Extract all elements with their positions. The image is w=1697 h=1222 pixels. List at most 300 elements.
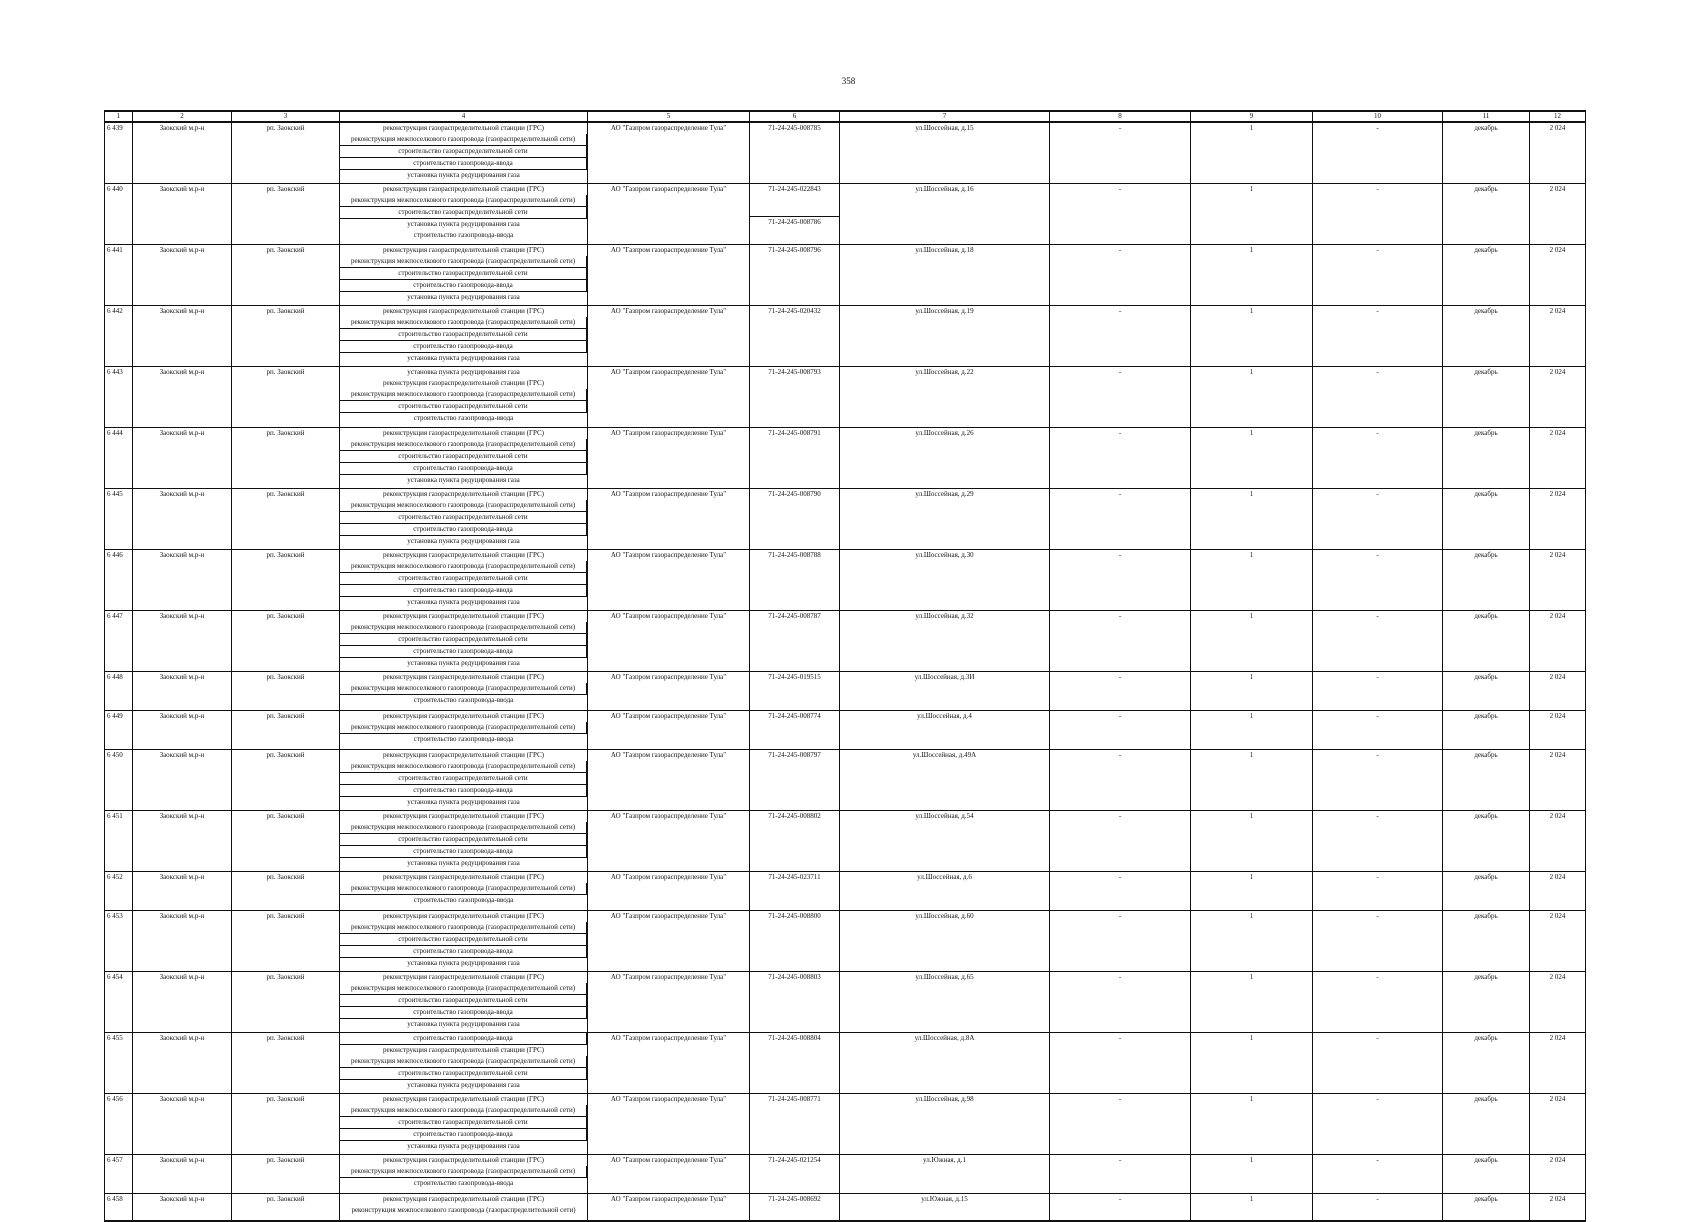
address: ул.Шоссейная, д.65 [840,971,1050,1032]
district: Заокский м.р-н [133,610,232,671]
works-cell [340,610,588,671]
table-row [105,488,1586,549]
address: ул.Шоссейная, д.30 [840,549,1050,610]
col10-value: - [1313,871,1443,910]
settlement: рп. Заокский [232,366,340,427]
works-cell [340,710,588,749]
col10-value: - [1313,244,1443,305]
work-item: строительство газопровода-ввода [340,1007,587,1019]
row-number: 6 456 [105,1093,133,1154]
col10-value: - [1313,122,1443,183]
work-item: установка пункта редуцирования газа [407,292,520,301]
settlement: рп. Заокский [232,871,340,910]
col8-value: - [1050,810,1191,871]
district: Заокский м.р-н [133,244,232,305]
work-item: реконструкция межпоселкового газопровода (газораспределительной сети) [340,317,587,329]
work-item: реконструкция газораспределительной станции (ГРС) [382,750,545,759]
object-code-value: 71-24-245-008796 [768,245,821,254]
work-item: реконструкция газораспределительной станции (ГРС) [382,811,545,820]
object-code [750,488,840,549]
work-item: строительство газораспределительной сети [340,207,587,219]
address: ул.Шоссейная, д.54 [840,810,1050,871]
column-header: 2 [133,111,232,122]
district: Заокский м.р-н [133,1154,232,1193]
work-item: реконструкция межпоселкового газопровода (газораспределительной сети) [340,500,587,512]
district: Заокский м.р-н [133,366,232,427]
col8-value: - [1050,122,1191,183]
page-number: 358 [841,76,856,86]
work-item: строительство газопровода-ввода [413,695,514,704]
work-item: реконструкция межпоселкового газопровода (газораспределительной сети) [340,1166,587,1178]
object-code [750,305,840,366]
row-number: 6 457 [105,1154,133,1193]
completion-month: декабрь [1443,244,1530,305]
completion-year: 2 024 [1530,810,1586,871]
district: Заокский м.р-н [133,427,232,488]
completion-year: 2 024 [1530,971,1586,1032]
object-code-value: 71-24-245-022843 [768,184,821,193]
settlement: рп. Заокский [232,244,340,305]
col8-value: - [1050,1032,1191,1093]
address: ул.Южная, д.1 [840,1154,1050,1193]
district: Заокский м.р-н [133,871,232,910]
column-header: 10 [1313,111,1443,122]
settlement: рп. Заокский [232,1154,340,1193]
work-item: строительство газопровода-ввода [340,785,587,797]
row-number: 6 442 [105,305,133,366]
row-number: 6 449 [105,710,133,749]
works-cell [340,122,588,183]
work-item: строительство газораспределительной сети [340,995,587,1007]
organization: АО "Газпром газораспределение Тула" [588,1154,750,1193]
object-code-value: 71-24-245-008788 [768,550,821,559]
work-item: строительство газораспределительной сети [340,512,587,524]
col8-value: - [1050,671,1191,710]
object-list-table [104,110,1586,1222]
column-header: 7 [840,111,1050,122]
row-number: 6 448 [105,671,133,710]
work-item: реконструкция межпоселкового газопровода (газораспределительной сети) [340,389,587,401]
completion-year: 2 024 [1530,305,1586,366]
object-code-value: 71-24-245-008692 [768,1194,821,1203]
works-cell [340,488,588,549]
object-code [750,810,840,871]
work-item: строительство газопровода-ввода [340,280,587,292]
col10-value: - [1313,610,1443,671]
organization: АО "Газпром газораспределение Тула" [588,910,750,971]
work-item: реконструкция межпоселкового газопровода (газораспределительной сети) [340,683,587,695]
col10-value: - [1313,183,1443,244]
work-item: реконструкция газораспределительной станции (ГРС) [382,611,545,620]
col9-value: 1 [1191,549,1313,610]
object-code [750,710,840,749]
work-item: строительство газопровода-ввода [340,846,587,858]
district: Заокский м.р-н [133,549,232,610]
work-item: реконструкция газораспределительной станции (ГРС) [382,1094,545,1103]
address: ул.Южная, д.15 [840,1193,1050,1221]
object-code-value: 71-24-245-008803 [768,972,821,981]
work-item: реконструкция межпоселкового газопровода (газораспределительной сети) [340,195,587,207]
organization: АО "Газпром газораспределение Тула" [588,610,750,671]
col9-value: 1 [1191,1193,1313,1221]
completion-year: 2 024 [1530,122,1586,183]
work-item: реконструкция газораспределительной станции (ГРС) [382,489,545,498]
work-item: установка пункта редуцирования газа [407,219,520,228]
completion-month: декабрь [1443,710,1530,749]
column-header: 12 [1530,111,1586,122]
col9-value: 1 [1191,610,1313,671]
work-item: строительство газопровода-ввода [340,1129,587,1141]
work-item: установка пункта редуцирования газа [407,797,520,806]
col8-value: - [1050,710,1191,749]
work-item: строительство газопровода-ввода [340,524,587,536]
completion-year: 2 024 [1530,1032,1586,1093]
completion-month: декабрь [1443,971,1530,1032]
work-item: строительство газораспределительной сети [340,834,587,846]
work-item: реконструкция межпоселкового газопровода (газораспределительной сети) [340,256,587,268]
completion-year: 2 024 [1530,1193,1586,1221]
row-number: 6 441 [105,244,133,305]
work-item: установка пункта редуцирования газа [407,171,520,179]
work-item: строительство газораспределительной сети [340,934,587,946]
completion-month: декабрь [1443,488,1530,549]
work-item: строительство газораспределительной сети [340,329,587,341]
object-code-value: 71-24-245-008771 [768,1094,821,1103]
settlement: рп. Заокский [232,1193,340,1221]
work-item: реконструкция газораспределительной станции (ГРС) [382,124,545,132]
district: Заокский м.р-н [133,910,232,971]
col10-value: - [1313,305,1443,366]
table-row [105,1093,1586,1154]
col9-value: 1 [1191,305,1313,366]
district: Заокский м.р-н [133,488,232,549]
works-cell [340,910,588,971]
settlement: рп. Заокский [232,488,340,549]
completion-year: 2 024 [1530,871,1586,910]
col9-value: 1 [1191,971,1313,1032]
completion-year: 2 024 [1530,710,1586,749]
organization: АО "Газпром газораспределение Тула" [588,549,750,610]
address: ул.Шоссейная, д.6 [840,871,1050,910]
col10-value: - [1313,710,1443,749]
work-item: строительство газораспределительной сети [340,573,587,585]
work-item: установка пункта редуцирования газа [407,1141,520,1150]
work-item: установка пункта редуцирования газа [407,367,520,376]
col9-value: 1 [1191,810,1313,871]
row-number: 6 444 [105,427,133,488]
work-item: установка пункта редуцирования газа [407,958,520,967]
settlement: рп. Заокский [232,971,340,1032]
object-code [750,427,840,488]
table-row [105,1032,1586,1093]
column-header: 1 [105,111,133,122]
completion-month: декабрь [1443,305,1530,366]
object-code [750,749,840,810]
row-number: 6 452 [105,871,133,910]
settlement: рп. Заокский [232,122,340,183]
object-code [750,871,840,910]
work-item: строительство газопровода-ввода [340,946,587,958]
col8-value: - [1050,1193,1191,1221]
district: Заокский м.р-н [133,1093,232,1154]
work-item: строительство газопровода-ввода [413,1178,514,1187]
col8-value: - [1050,549,1191,610]
completion-month: декабрь [1443,910,1530,971]
object-code-value: 71-24-245-008797 [768,750,821,759]
col8-value: - [1050,749,1191,810]
table-row [105,971,1586,1032]
work-item: реконструкция межпоселкового газопровода (газораспределительной сети) [340,134,587,146]
work-item: реконструкция межпоселкового газопровода (газораспределительной сети) [351,1205,576,1214]
col10-value: - [1313,366,1443,427]
col9-value: 1 [1191,488,1313,549]
completion-month: декабрь [1443,1032,1530,1093]
address: ул.Шоссейная, д.15 [840,122,1050,183]
work-item: установка пункта редуцирования газа [407,597,520,606]
settlement: рп. Заокский [232,910,340,971]
settlement: рп. Заокский [232,1093,340,1154]
col9-value: 1 [1191,749,1313,810]
address: ул.Шоссейная, д.22 [840,366,1050,427]
column-header: 11 [1443,111,1530,122]
object-code-value: 71-24-245-023711 [768,872,821,881]
col10-value: - [1313,1032,1443,1093]
table-body [105,122,1586,1221]
col10-value: - [1313,810,1443,871]
organization: АО "Газпром газораспределение Тула" [588,1093,750,1154]
organization: АО "Газпром газораспределение Тула" [588,710,750,749]
work-item: реконструкция газораспределительной станции (ГРС) [382,306,545,315]
column-header: 5 [588,111,750,122]
row-number: 6 439 [105,122,133,183]
work-item: реконструкция газораспределительной станции (ГРС) [382,872,545,881]
organization: АО "Газпром газораспределение Тула" [588,810,750,871]
row-number: 6 443 [105,366,133,427]
table-row [105,1154,1586,1193]
completion-year: 2 024 [1530,183,1586,244]
work-item: реконструкция газораспределительной станции (ГРС) [382,711,545,720]
address: ул.Шоссейная, д.8А [840,1032,1050,1093]
table-row [105,1193,1586,1221]
district: Заокский м.р-н [133,1032,232,1093]
col8-value: - [1050,305,1191,366]
works-cell [340,1032,588,1093]
address: ул.Шоссейная, д.18 [840,244,1050,305]
work-item: строительство газопровода-ввода [413,230,514,239]
object-code [750,122,840,183]
completion-year: 2 024 [1530,488,1586,549]
col10-value: - [1313,671,1443,710]
work-item: реконструкция межпоселкового газопровода (газораспределительной сети) [340,622,587,634]
object-code-value: 71-24-245-008790 [768,489,821,498]
completion-month: декабрь [1443,1093,1530,1154]
work-item: строительство газопровода-ввода [413,734,514,743]
object-code [750,971,840,1032]
work-item: строительство газораспределительной сети [340,451,587,463]
col10-value: - [1313,971,1443,1032]
work-item: реконструкция газораспределительной станции (ГРС) [382,428,545,437]
object-code-value: 71-24-245-008785 [768,124,821,132]
col10-value: - [1313,549,1443,610]
work-item: реконструкция газораспределительной станции (ГРС) [382,245,545,254]
work-item: установка пункта редуцирования газа [407,858,520,867]
works-cell [340,1093,588,1154]
table-row [105,305,1586,366]
organization: АО "Газпром газораспределение Тула" [588,749,750,810]
district: Заокский м.р-н [133,305,232,366]
col8-value: - [1050,971,1191,1032]
completion-year: 2 024 [1530,749,1586,810]
completion-year: 2 024 [1530,1093,1586,1154]
work-item: строительство газопровода-ввода [340,158,587,170]
district: Заокский м.р-н [133,671,232,710]
work-item: реконструкция межпоселкового газопровода (газораспределительной сети) [340,822,587,834]
work-item: строительство газораспределительной сети [340,1117,587,1129]
col10-value: - [1313,749,1443,810]
object-code [750,910,840,971]
organization: АО "Газпром газораспределение Тула" [588,305,750,366]
settlement: рп. Заокский [232,749,340,810]
col9-value: 1 [1191,710,1313,749]
work-item: строительство газопровода-ввода [413,413,514,422]
completion-month: декабрь [1443,810,1530,871]
object-code [750,1093,840,1154]
work-item: установка пункта редуцирования газа [407,1080,520,1089]
row-number: 6 450 [105,749,133,810]
col8-value: - [1050,183,1191,244]
work-item: реконструкция газораспределительной станции (ГРС) [382,378,545,387]
district: Заокский м.р-н [133,122,232,183]
works-cell [340,549,588,610]
works-cell [340,366,588,427]
object-code-value: 71-24-245-008774 [768,711,821,720]
completion-year: 2 024 [1530,549,1586,610]
object-code-value: 71-24-245-019515 [768,672,821,681]
completion-year: 2 024 [1530,427,1586,488]
object-code [750,1032,840,1093]
work-item: строительство газопровода-ввода [340,341,587,353]
district: Заокский м.р-н [133,710,232,749]
completion-month: декабрь [1443,610,1530,671]
work-item: реконструкция газораспределительной станции (ГРС) [382,184,545,193]
completion-year: 2 024 [1530,671,1586,710]
object-code-value: 71-24-245-008793 [768,367,821,376]
table-row [105,749,1586,810]
table-row [105,427,1586,488]
address: ул.Шоссейная, д.19 [840,305,1050,366]
col9-value: 1 [1191,1154,1313,1193]
address: ул.Шоссейная, д.16 [840,183,1050,244]
organization: АО "Газпром газораспределение Тула" [588,244,750,305]
table-row [105,122,1586,183]
completion-year: 2 024 [1530,244,1586,305]
work-item: реконструкция межпоселкового газопровода (газораспределительной сети) [340,561,587,573]
work-item: реконструкция межпоселкового газопровода (газораспределительной сети) [340,761,587,773]
col10-value: - [1313,427,1443,488]
table-row [105,549,1586,610]
work-item: установка пункта редуцирования газа [407,353,520,362]
col8-value: - [1050,427,1191,488]
table-row [105,244,1586,305]
column-header: 4 [340,111,588,122]
column-header: 8 [1050,111,1191,122]
object-code-value: 71-24-245-008804 [768,1033,821,1042]
object-code-value: 71-24-245-020432 [768,306,821,315]
settlement: рп. Заокский [232,710,340,749]
settlement: рп. Заокский [232,549,340,610]
works-cell [340,749,588,810]
work-item: реконструкция газораспределительной станции (ГРС) [382,972,545,981]
completion-year: 2 024 [1530,610,1586,671]
work-item: строительство газораспределительной сети [340,773,587,785]
organization: АО "Газпром газораспределение Тула" [588,427,750,488]
district: Заокский м.р-н [133,749,232,810]
settlement: рп. Заокский [232,427,340,488]
organization: АО "Газпром газораспределение Тула" [588,183,750,244]
settlement: рп. Заокский [232,610,340,671]
work-item: реконструкция межпоселкового газопровода (газораспределительной сети) [340,883,587,895]
table-row [105,610,1586,671]
work-item: строительство газопровода-ввода [413,895,514,904]
organization: АО "Газпром газораспределение Тула" [588,366,750,427]
organization: АО "Газпром газораспределение Тула" [588,871,750,910]
table-row [105,366,1586,427]
work-item: строительство газораспределительной сети [340,401,587,413]
table-row [105,183,1586,244]
object-code-value: 71-24-245-008800 [768,911,821,920]
work-item: реконструкция газораспределительной станции (ГРС) [382,911,545,920]
completion-month: декабрь [1443,871,1530,910]
col10-value: - [1313,488,1443,549]
settlement: рп. Заокский [232,183,340,244]
works-cell [340,810,588,871]
col9-value: 1 [1191,427,1313,488]
completion-year: 2 024 [1530,910,1586,971]
works-cell [340,971,588,1032]
column-header: 3 [232,111,340,122]
organization: АО "Газпром газораспределение Тула" [588,1193,750,1221]
organization: АО "Газпром газораспределение Тула" [588,671,750,710]
address: ул.Шоссейная, д.32 [840,610,1050,671]
col9-value: 1 [1191,671,1313,710]
work-item: установка пункта редуцирования газа [407,1019,520,1028]
completion-month: декабрь [1443,749,1530,810]
work-item: реконструкция межпоселкового газопровода (газораспределительной сети) [340,1105,587,1117]
district: Заокский м.р-н [133,971,232,1032]
col8-value: - [1050,871,1191,910]
settlement: рп. Заокский [232,1032,340,1093]
col8-value: - [1050,1093,1191,1154]
completion-month: декабрь [1443,183,1530,244]
col9-value: 1 [1191,183,1313,244]
col10-value: - [1313,910,1443,971]
column-header: 6 [750,111,840,122]
col8-value: - [1050,244,1191,305]
col9-value: 1 [1191,244,1313,305]
works-cell [340,1193,588,1221]
work-item: строительство газораспределительной сети [340,146,587,158]
work-item: строительство газораспределительной сети [340,634,587,646]
table-row [105,671,1586,710]
object-code-value: 71-24-245-008787 [768,611,821,620]
column-header: 9 [1191,111,1313,122]
table-row [105,810,1586,871]
district: Заокский м.р-н [133,810,232,871]
col9-value: 1 [1191,122,1313,183]
organization: АО "Газпром газораспределение Тула" [588,1032,750,1093]
col9-value: 1 [1191,1093,1313,1154]
col9-value: 1 [1191,910,1313,971]
